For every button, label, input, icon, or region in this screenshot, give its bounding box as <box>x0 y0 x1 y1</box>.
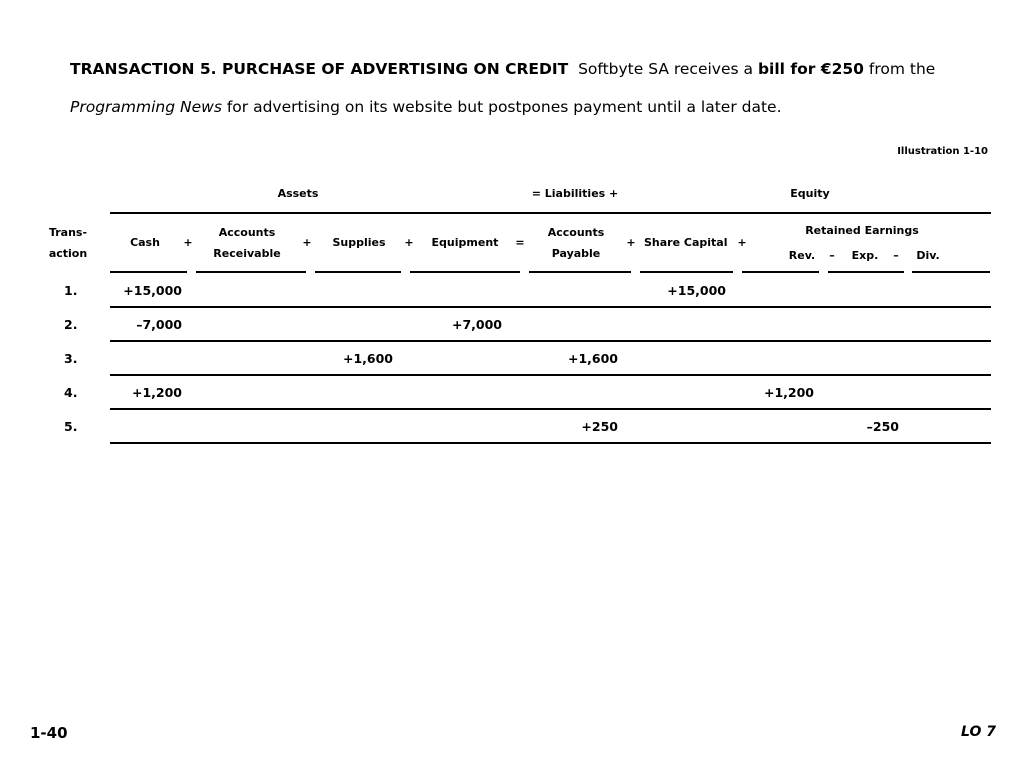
row-number: 5. <box>64 419 78 434</box>
col-rule-exp <box>828 271 904 273</box>
header-rule-top <box>110 212 991 214</box>
header-exp: Exp. <box>851 249 879 262</box>
cell-cash: +1,200 <box>131 385 182 400</box>
cell-supplies: +1,600 <box>342 351 393 366</box>
intro-bill-phrase: bill for €250 <box>757 60 864 78</box>
row-number: 2. <box>64 317 78 332</box>
row-number: 1. <box>64 283 78 298</box>
cell-ap: +250 <box>581 419 618 434</box>
col-rule-equipment <box>410 271 520 273</box>
header-minus-1: – <box>829 249 835 262</box>
cell-exp: –250 <box>866 419 899 434</box>
header-ar-1: Accounts <box>218 226 276 239</box>
cell-cash: +15,000 <box>123 283 182 298</box>
header-cash: Cash <box>130 236 160 249</box>
row-rule <box>110 374 991 376</box>
group-equity: Equity <box>790 187 830 200</box>
header-retained-earnings: Retained Earnings <box>805 224 919 237</box>
header-plus-5: + <box>737 236 747 249</box>
header-ar-2: Receivable <box>213 247 281 260</box>
header-plus-4: + <box>626 236 636 249</box>
header-equals: = <box>515 236 525 249</box>
illustration-label: Illustration 1-10 <box>897 146 988 157</box>
header-trans: Trans- <box>48 226 88 239</box>
header-div: Div. <box>916 249 940 262</box>
group-assets: Assets <box>277 187 319 200</box>
learning-objective: LO 7 <box>961 724 996 740</box>
col-rule-rev <box>742 271 819 273</box>
transaction-title: TRANSACTION 5. PURCHASE OF ADVERTISING ON CREDIT <box>70 60 569 78</box>
intro-text-1: Softbyte SA receives a <box>578 60 753 78</box>
intro-publication: Programming News <box>70 98 222 116</box>
cell-cash: –7,000 <box>136 317 182 332</box>
header-share-capital: Share Capital <box>644 236 728 249</box>
cell-ap: +1,600 <box>567 351 618 366</box>
header-plus-3: + <box>404 236 414 249</box>
row-rule <box>110 408 991 410</box>
cell-equipment: +7,000 <box>451 317 502 332</box>
header-rev: Rev. <box>788 249 816 262</box>
col-rule-ar <box>196 271 306 273</box>
row-rule <box>110 306 991 308</box>
header-action: action <box>48 247 88 260</box>
row-rule <box>110 340 991 342</box>
row-number: 4. <box>64 385 78 400</box>
col-rule-cash <box>110 271 187 273</box>
col-rule-div <box>912 271 990 273</box>
intro-paragraph <box>70 50 970 126</box>
row-number: 3. <box>64 351 78 366</box>
cell-share-capital: +15,000 <box>667 283 726 298</box>
header-plus-2: + <box>302 236 312 249</box>
col-rule-ap <box>529 271 631 273</box>
header-supplies: Supplies <box>332 236 386 249</box>
cell-rev: +1,200 <box>763 385 814 400</box>
header-minus-2: – <box>893 249 899 262</box>
page-number: 1-40 <box>30 724 68 742</box>
header-ap-1: Accounts <box>547 226 605 239</box>
header-ap-2: Payable <box>551 247 601 260</box>
header-equipment: Equipment <box>431 236 499 249</box>
header-plus-1: + <box>183 236 193 249</box>
row-rule-bottom <box>110 442 991 444</box>
intro-text-2: from the <box>868 60 936 78</box>
intro-text-3: for advertising on its website but postpones payment until a later date. <box>226 98 782 116</box>
col-rule-supplies <box>315 271 401 273</box>
group-liabilities: = Liabilities + <box>531 187 619 200</box>
col-rule-share-capital <box>640 271 733 273</box>
